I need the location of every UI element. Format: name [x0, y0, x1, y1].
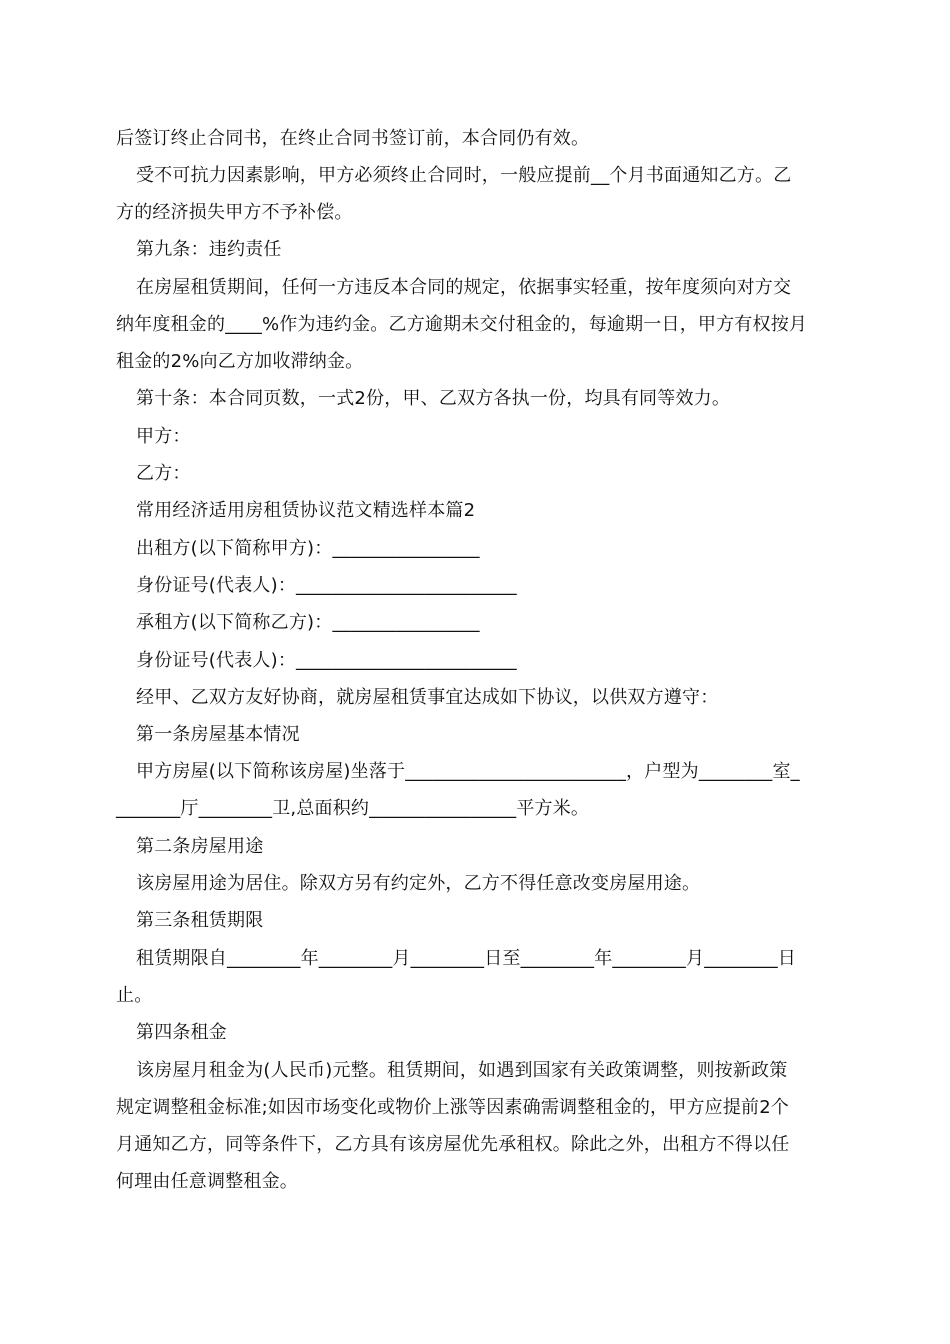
paragraph-line: 何理由任意调整租金。 — [116, 1171, 298, 1192]
section-heading: 第一条房屋基本情况 — [136, 724, 300, 745]
paragraph-line: 规定调整租金标准;如因市场变化或物价上涨等因素确需调整租金的，甲方应提前2个 — [116, 1097, 790, 1118]
section-heading: 第九条：违约责任 — [136, 239, 282, 260]
paragraph-line: 租金的2%向乙方加收滞纳金。 — [116, 351, 364, 372]
section-heading: 第十条：本合同页数，一式2份，甲、乙双方各执一份，均具有同等效力。 — [136, 388, 731, 409]
signature-line-party-a: 甲方： — [136, 426, 191, 447]
paragraph-line: 纳年度租金的____%作为违约金。乙方逾期未交付租金的，每逾期一日，甲方有权按月 — [116, 314, 808, 335]
lessee-field: 承租方(以下简称乙方)：________________ — [136, 612, 480, 633]
paragraph-line: 租赁期限自________年________月________日至________年________月________日 — [136, 948, 796, 969]
paragraph-line: 止。 — [116, 985, 153, 1006]
paragraph-line: 甲方房屋(以下简称该房屋)坐落于________________________，户型为________室_ — [136, 761, 800, 782]
paragraph-line: 受不可抗力因素影响，甲方必须终止合同时，一般应提前__个月书面通知乙方。乙 — [136, 165, 792, 186]
document-title: 常用经济适用房租赁协议范文精选样本篇2 — [136, 500, 476, 521]
section-heading: 第三条租赁期限 — [136, 910, 264, 931]
section-heading: 第二条房屋用途 — [136, 836, 264, 857]
paragraph-line: 经甲、乙双方友好协商，就房屋租赁事宜达成如下协议，以供双方遵守： — [136, 687, 719, 708]
signature-line-party-b: 乙方： — [136, 463, 191, 484]
paragraph-line: 方的经济损失甲方不予补偿。 — [116, 202, 353, 223]
lessee-id-field: 身份证号(代表人)：________________________ — [136, 650, 517, 671]
lessor-id-field: 身份证号(代表人)：________________________ — [136, 575, 517, 596]
paragraph-line: 该房屋月租金为(人民币)元整。租赁期间，如遇到国家有关政策调整，则按新政策 — [136, 1060, 788, 1081]
paragraph-line: _______厅________卫,总面积约________________平方米。 — [116, 798, 590, 819]
paragraph-line: 在房屋租赁期间，任何一方违反本合同的规定，依据事实轻重，按年度须向对方交 — [136, 277, 792, 298]
lessor-field: 出租方(以下简称甲方)：________________ — [136, 538, 480, 559]
paragraph-line: 月通知乙方，同等条件下，乙方具有该房屋优先承租权。除此之外，出租方不得以任 — [116, 1134, 790, 1155]
paragraph-line: 该房屋用途为居住。除双方另有约定外，乙方不得任意改变房屋用途。 — [136, 873, 701, 894]
paragraph-line: 后签订终止合同书，在终止合同书签订前，本合同仍有效。 — [116, 128, 590, 149]
section-heading: 第四条租金 — [136, 1022, 227, 1043]
